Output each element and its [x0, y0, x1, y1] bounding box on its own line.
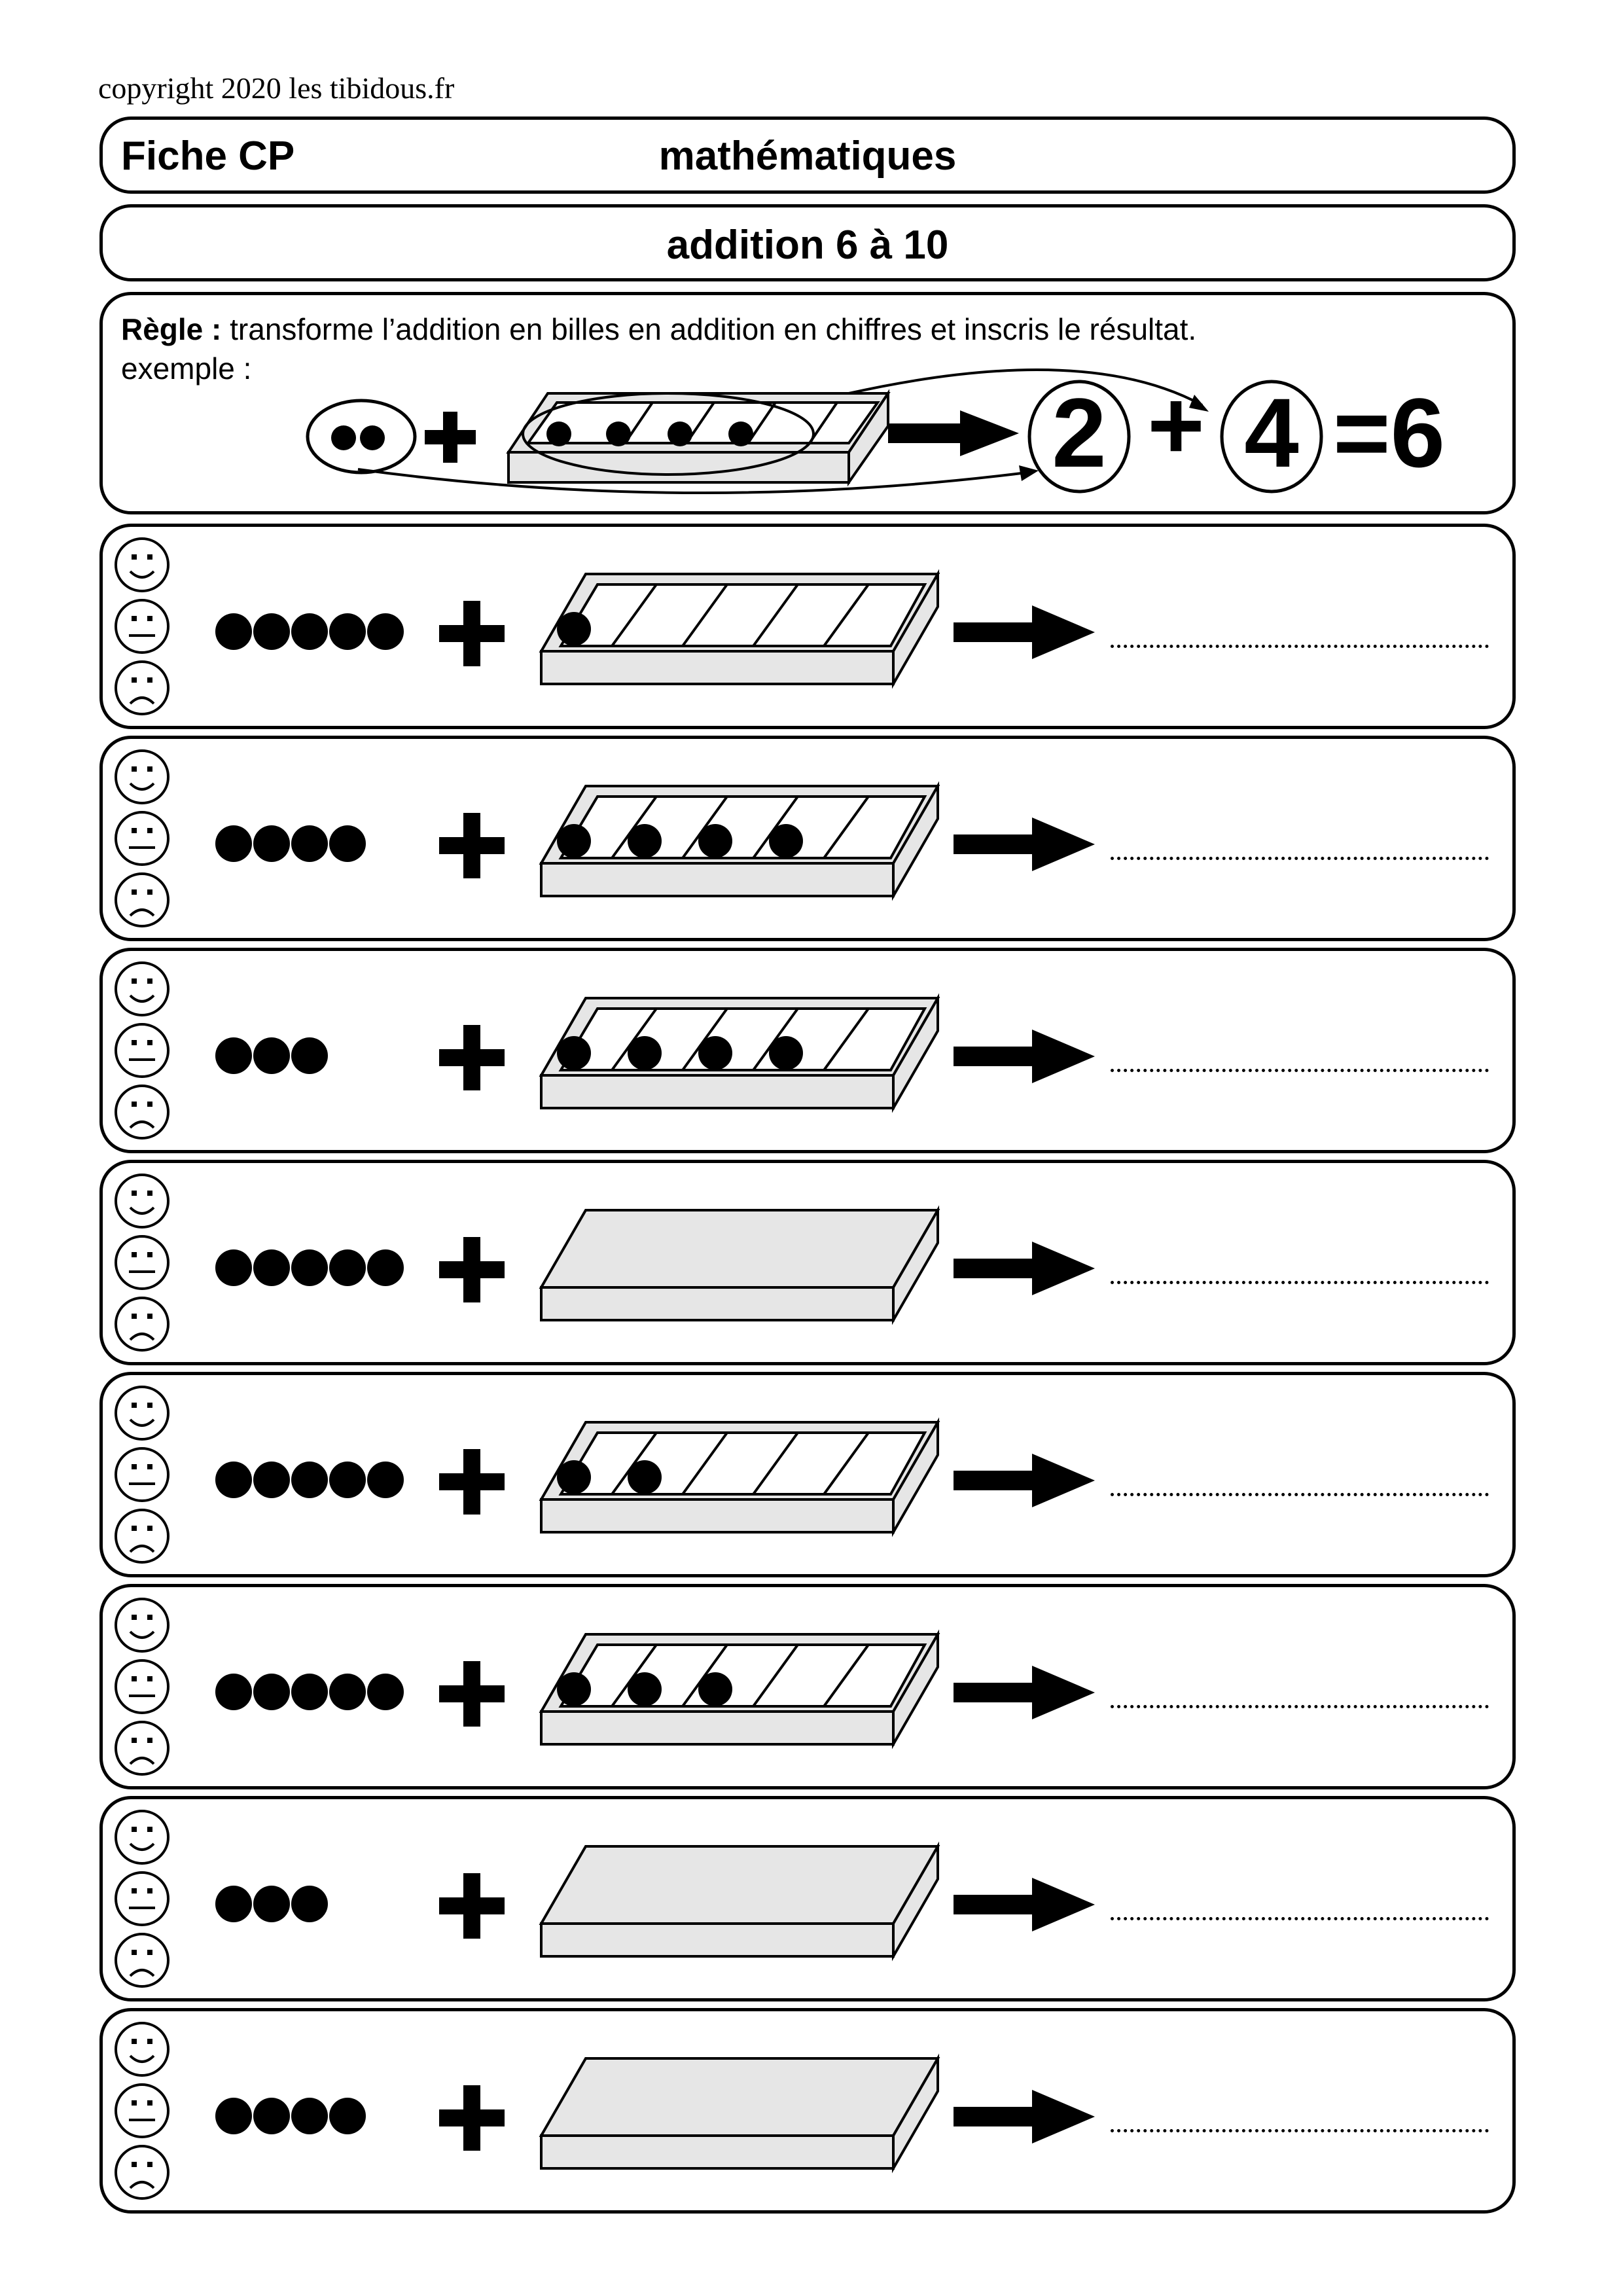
sad-face-icon: [116, 874, 168, 926]
level-label: Fiche CP: [121, 134, 295, 179]
smiling-face-icon: [116, 2023, 168, 2075]
exercise-row: [99, 948, 1516, 1153]
marble: [668, 422, 692, 446]
title-bar: [99, 204, 1516, 281]
plus-sign: [439, 813, 505, 878]
answer-line[interactable]: [1111, 1705, 1489, 1708]
smiling-face-icon: [116, 1811, 168, 1863]
marble: [215, 613, 252, 650]
answer-line[interactable]: [1111, 1917, 1489, 1920]
neutral-face-icon: [116, 1024, 168, 1077]
plus-sign: [425, 412, 476, 463]
marble: [557, 1460, 591, 1494]
marble: [215, 1037, 252, 1074]
example-illustration: [103, 295, 1519, 518]
marble: [329, 1249, 366, 1286]
sad-face-icon: [116, 1722, 168, 1774]
ten-frame-tray: [541, 1634, 938, 1744]
exercise-illustration: [103, 1587, 1519, 1793]
marble: [215, 825, 252, 862]
marble: [367, 1249, 404, 1286]
copyright-text: copyright 2020 les tibidous.fr: [98, 71, 455, 105]
marble: [628, 1036, 662, 1070]
marble: [291, 1886, 328, 1922]
arrow-icon: [954, 1666, 1095, 1719]
subject-label: mathématiques: [658, 134, 957, 179]
marble: [329, 825, 366, 862]
marble: [557, 824, 591, 858]
plus-sign: [439, 2085, 505, 2151]
exercise-illustration: [103, 951, 1519, 1157]
exercise-illustration: [103, 1375, 1519, 1581]
ten-frame-tray: [541, 1422, 938, 1532]
marble: [215, 1249, 252, 1286]
marble: [367, 613, 404, 650]
plus-sign: [439, 1025, 505, 1090]
answer-line[interactable]: [1111, 1281, 1489, 1284]
exercise-illustration: [103, 739, 1519, 944]
arrow-icon: [954, 817, 1095, 871]
marble: [329, 1462, 366, 1498]
exercise-row: [99, 1796, 1516, 2001]
marble: [769, 1036, 803, 1070]
ten-frame-tray: [541, 998, 938, 1108]
arrow-icon: [954, 605, 1095, 659]
marble: [557, 1672, 591, 1706]
ten-frame-tray: [541, 1846, 938, 1956]
marble: [253, 2098, 290, 2134]
neutral-face-icon: [116, 812, 168, 865]
marble: [291, 1037, 328, 1074]
result-text: =6: [1333, 378, 1446, 488]
exercise-illustration: [103, 2011, 1519, 2217]
ten-frame-tray: [541, 2058, 938, 2168]
marble: [291, 825, 328, 862]
plus-sign: [439, 1661, 505, 1727]
marble: [291, 1674, 328, 1710]
marble: [698, 824, 732, 858]
answer-line[interactable]: [1111, 857, 1489, 860]
arrow-icon: [954, 1454, 1095, 1507]
smiling-face-icon: [116, 751, 168, 803]
smiling-face-icon: [116, 1599, 168, 1651]
worksheet-title: addition 6 à 10: [666, 223, 949, 268]
arrow-icon: [954, 1030, 1095, 1083]
sad-face-icon: [116, 1298, 168, 1350]
arrow-icon: [954, 2090, 1095, 2144]
marble: [546, 422, 571, 446]
rule-body: transforme l’addition en billes en addition en chiffres et inscris le résultat.: [230, 312, 1197, 346]
arrow-icon: [954, 1242, 1095, 1295]
smiling-face-icon: [116, 1387, 168, 1439]
marble: [253, 613, 290, 650]
exercise-illustration: [103, 527, 1519, 732]
marble: [367, 1462, 404, 1498]
marble: [253, 1462, 290, 1498]
marble: [628, 824, 662, 858]
rule-panel: [99, 292, 1516, 514]
marble: [329, 613, 366, 650]
plus-text: +: [1147, 370, 1205, 480]
answer-line[interactable]: [1111, 2129, 1489, 2132]
smiling-face-icon: [116, 1175, 168, 1227]
answer-line[interactable]: [1111, 645, 1489, 648]
marble: [215, 1886, 252, 1922]
marble: [628, 1460, 662, 1494]
sad-face-icon: [116, 662, 168, 714]
answer-line[interactable]: [1111, 1069, 1489, 1072]
ten-frame-tray: [541, 786, 938, 896]
arrow-icon: [954, 1878, 1095, 1931]
marble: [728, 422, 753, 446]
marble: [628, 1672, 662, 1706]
plus-sign: [439, 1237, 505, 1302]
plus-sign: [439, 1873, 505, 1939]
plus-sign: [439, 1449, 505, 1515]
marble: [360, 425, 385, 450]
big-arrow-icon: [888, 410, 1019, 456]
sad-face-icon: [116, 2146, 168, 2198]
neutral-face-icon: [116, 1236, 168, 1289]
marble: [253, 1037, 290, 1074]
marble: [557, 1036, 591, 1070]
marble: [215, 1462, 252, 1498]
marble: [253, 1674, 290, 1710]
sad-face-icon: [116, 1086, 168, 1138]
neutral-face-icon: [116, 1448, 168, 1501]
ten-frame-tray: [541, 574, 938, 684]
marble: [215, 2098, 252, 2134]
header-bar: [99, 117, 1516, 194]
answer-line[interactable]: [1111, 1493, 1489, 1496]
exercise-row: [99, 1160, 1516, 1365]
second-number: 4: [1244, 378, 1299, 488]
marble: [606, 422, 631, 446]
smiling-face-icon: [116, 963, 168, 1015]
marble: [331, 425, 356, 450]
marble: [253, 825, 290, 862]
ten-frame-tray: [541, 1210, 938, 1320]
marble: [291, 2098, 328, 2134]
exercise-row: [99, 2008, 1516, 2214]
marble: [329, 2098, 366, 2134]
smiling-face-icon: [116, 539, 168, 591]
sad-face-icon: [116, 1510, 168, 1562]
neutral-face-icon: [116, 2085, 168, 2137]
exercise-illustration: [103, 1799, 1519, 2005]
neutral-face-icon: [116, 600, 168, 653]
marble: [215, 1674, 252, 1710]
marble: [291, 1462, 328, 1498]
exercise-row: [99, 736, 1516, 941]
marble: [367, 1674, 404, 1710]
example-label: exemple :: [121, 351, 252, 386]
marble: [557, 612, 591, 646]
marble: [253, 1249, 290, 1286]
plus-sign: [439, 601, 505, 666]
marble: [698, 1672, 732, 1706]
exercise-row: [99, 1584, 1516, 1789]
marble: [698, 1036, 732, 1070]
exercise-illustration: [103, 1163, 1519, 1369]
neutral-face-icon: [116, 1660, 168, 1713]
exercise-row: [99, 1372, 1516, 1577]
marble: [291, 613, 328, 650]
rule-label: Règle :: [121, 312, 222, 346]
neutral-face-icon: [116, 1873, 168, 1925]
first-number: 2: [1052, 378, 1107, 488]
marble: [769, 824, 803, 858]
marble: [291, 1249, 328, 1286]
sad-face-icon: [116, 1934, 168, 1986]
exercise-row: [99, 524, 1516, 729]
marble: [253, 1886, 290, 1922]
marble: [329, 1674, 366, 1710]
